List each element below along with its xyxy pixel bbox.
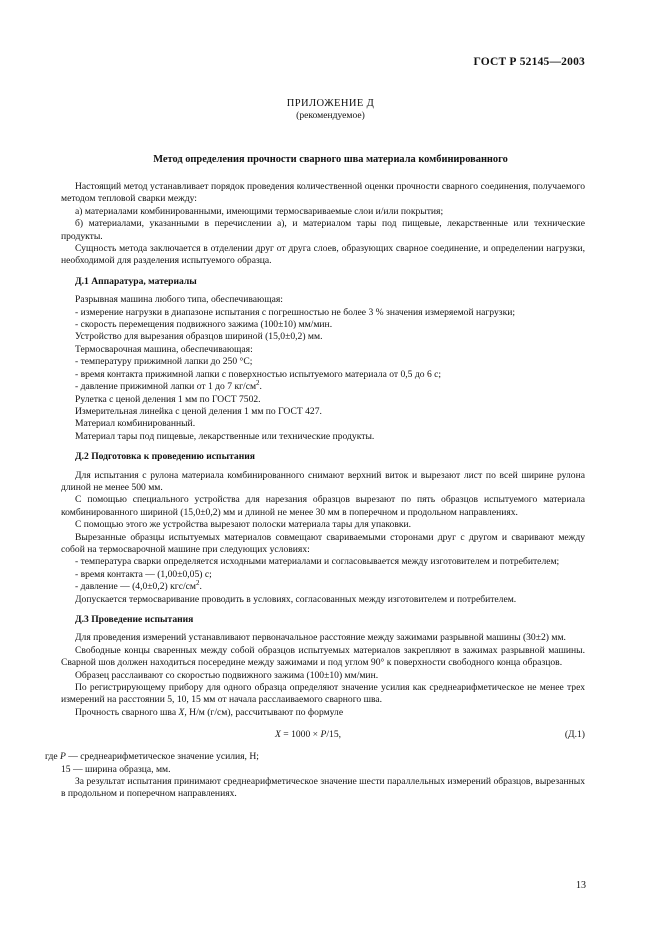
s1-line: Материал тары под пищевые, лекарственные или технические продукты. xyxy=(75,430,375,442)
intro-paragraph: Настоящий метод устанавливает порядок проведения количественной оценки прочности сварного соединения, получаемого методом тепловой сварки между: xyxy=(61,181,585,205)
strength-variable: X xyxy=(178,706,185,718)
s1-line: Рулетка с ценой деления 1 мм по ГОСТ 7502. xyxy=(75,393,261,405)
s3-line: Образец расслаивают со скоростью подвижного зажима (100±10) мм/мин. xyxy=(75,669,379,681)
s2-line: Для испытания с рулона материала комбинированного снимают верхний виток и вырезают лист по всей ширине рулона длиной не менее 500 мм. xyxy=(61,469,585,493)
formula-number: (Д.1) xyxy=(564,729,585,741)
period: . xyxy=(199,581,202,593)
s1-line: - скорость перемещения подвижного зажима (100±10) мм/мин. xyxy=(75,319,333,331)
period: . xyxy=(259,381,262,393)
formula xyxy=(275,729,341,741)
s1-pressure-text: - давление прижимной лапки от 1 до 7 кг/см xyxy=(75,381,257,393)
s1-line: - измерение нагрузки в диапазоне испытания с погрешностью не более 3 % значения измеряемой нагрузки; xyxy=(75,306,516,318)
section-heading-d3: Д.3 Проведение испытания xyxy=(75,614,194,625)
formula-middle: = 1000 × xyxy=(280,729,321,741)
formula-x: X xyxy=(275,729,281,741)
intro-essence: Сущность метода заключается в отделении друг от друга слоев, образующих сварное соединение, и определении нагрузки, необходимой для разделения испытуемого образца. xyxy=(61,243,585,267)
s2-line: С помощью этого же устройства вырезают полоски материала тары для упаковки. xyxy=(75,519,412,531)
where-line xyxy=(45,751,585,763)
s2-line: Допускается термосваривание проводить в условиях, согласованных между изготовителем и потребителем. xyxy=(75,593,517,605)
method-title: Метод определения прочности сварного шва материала комбинированного xyxy=(153,154,508,165)
s2-line: - температура сварки определяется исходными материалами и согласовывается между изготовителем и потребителем; xyxy=(75,556,560,568)
page-number: 13 xyxy=(576,880,586,891)
appendix-subtitle: (рекомендуемое) xyxy=(296,110,365,121)
s1-line-pressure xyxy=(61,378,585,393)
strength-post: , Н/м (г/см), рассчитывают по формуле xyxy=(184,706,344,718)
superscript: 2 xyxy=(196,579,200,587)
s2-line: Вырезанные образцы испытуемых материалов совмещают свариваемыми сторонами друг с другом и сваривают между собой на термосварочной машине при следующих условиях: xyxy=(61,531,585,555)
s3-line: По регистрирующему прибору для одного образца определяют значение усилия как среднеарифметическое не менее трех измерений на расстоянии 5, 10, 15 мм от начала расслаиваемого сварного шва. xyxy=(61,682,585,706)
superscript: 2 xyxy=(256,378,260,387)
document-body xyxy=(45,181,585,801)
where-variable: P xyxy=(60,751,66,763)
where-pre: где xyxy=(45,751,60,763)
formula-end: /15, xyxy=(326,729,342,741)
section-heading-d1: Д.1 Аппаратура, материалы xyxy=(75,275,197,287)
s1-line: - температуру прижимной лапки до 250 °С; xyxy=(75,356,253,368)
formula-p: P xyxy=(320,729,327,741)
s1-line: Материал комбинированный. xyxy=(75,418,196,430)
s3-line: Для проведения измерений устанавливают первоначальное расстояние между зажимами разрывной машины (30±2) мм. xyxy=(75,632,566,644)
standard-code: ГОСТ Р 52145—2003 xyxy=(473,56,585,68)
s1-line: Измерительная линейка с ценой деления 1 мм по ГОСТ 427. xyxy=(75,405,322,417)
appendix-title: ПРИЛОЖЕНИЕ Д xyxy=(286,98,375,109)
s2-pressure-text: - давление — (4,0±0,2) кгс/см xyxy=(75,581,196,593)
strength-sentence xyxy=(61,707,585,719)
s2-line: С помощью специального устройства для нарезания образцов вырезают по пять образцов испытуемого материала комбинированного шириной (15,0±0,2) мм и длиной не менее 30 мм в поперечном и продольном направлениях. xyxy=(61,494,585,518)
section-heading-d2: Д.2 Подготовка к проведению испытания xyxy=(75,451,255,463)
intro-item-a: а) материалами комбинированными, имеющими термосвариваемые слои и/или покрытия; xyxy=(75,205,444,217)
where-post: — среднеарифметическое значение усилия, Н; xyxy=(65,751,259,763)
s1-line: Разрывная машина любого типа, обеспечивающая: xyxy=(75,294,283,306)
s2-line: - время контакта — (1,00±0,05) с; xyxy=(75,568,212,580)
intro-item-b: б) материалами, указанными в перечислении а), и материалом тары под пищевые, лекарственные или технические продукты. xyxy=(61,218,585,242)
s3-line: Свободные концы сваренных между собой образцов испытуемых материалов закрепляют в зажимах разрывной машины. Сварной шов должен находиться посередине между зажимами и под углом 90° к поверхности свободного конца образцов. xyxy=(61,644,585,669)
strength-pre: Прочность сварного шва xyxy=(75,706,179,718)
s2-line-pressure xyxy=(61,581,585,593)
width-line: 15 — ширина образца, мм. xyxy=(61,763,171,775)
s1-line: Термосварочная машина, обеспечивающая: xyxy=(75,343,253,355)
formula-row xyxy=(61,729,585,743)
result-paragraph: За результат испытания принимают среднеарифметическое значение шести параллельных измерений образцов, вырезанных в продольном и поперечном направлениях. xyxy=(61,776,585,800)
s1-line: - время контакта прижимной лапки с поверхностью испытуемого материала от 0,5 до 6 с; xyxy=(75,368,442,380)
s1-line: Устройство для вырезания образцов шириной (15,0±0,2) мм. xyxy=(75,331,323,343)
